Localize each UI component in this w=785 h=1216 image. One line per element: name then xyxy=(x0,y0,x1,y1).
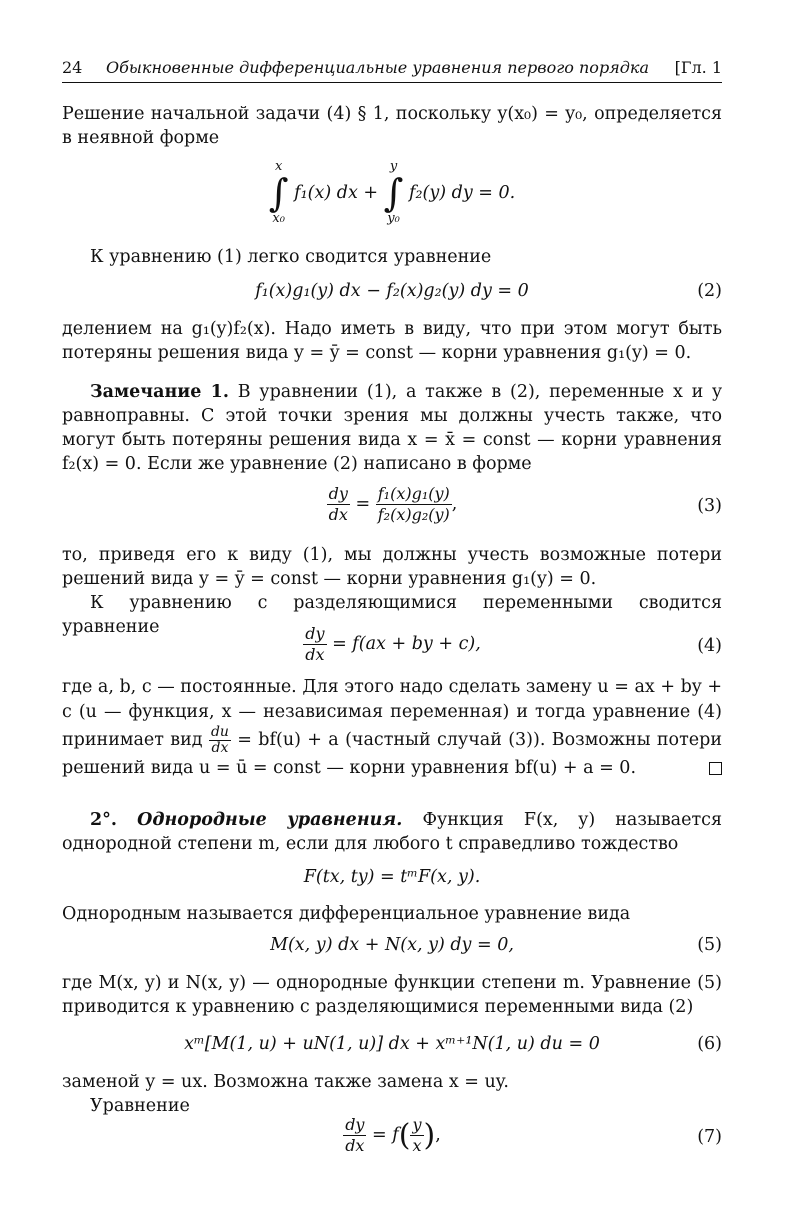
section-2: 2°. Однородные уравнения. Функция F(x, y) называется однородной степени m, если для любого t справедливо тождество xyxy=(62,810,722,854)
paragraph-9: Однородным называется дифференциальное уравнение вида xyxy=(62,904,631,924)
paragraph-3: делением на g₁(y)f₂(x). Надо иметь в виду, что при этом могут быть потеряны решения вида y = ȳ = const — корни уравнения g₁(y) = 0. xyxy=(62,319,722,363)
equation-homogeneous: F(tx, ty) = tᵐF(x, y). xyxy=(303,867,481,887)
equation-5: M(x, y) dx + N(x, y) dy = 0, (5) xyxy=(270,935,722,955)
end-of-remark-box xyxy=(709,762,722,775)
equation-7: $\frac{dy}{dx}$ = f( $\frac{y}{x}$ ), (7) xyxy=(345,1115,722,1155)
integral-1: x ∫ x₀ xyxy=(268,159,289,226)
equation-3: $\frac{dy}{dx}$ = $\frac{\text{f₁(x)g₁(y)}}{\text{f₂(x)g₂(y)}}$ , (3) xyxy=(328,484,722,524)
paragraph-6: К уравнению с разделяющимися переменными сводится уравнение xyxy=(62,593,722,637)
header-rule xyxy=(62,82,722,83)
running-title: Обыкновенные дифференциальные уравнения первого порядка xyxy=(106,58,650,77)
equation-6: xᵐ[M(1, u) + uN(1, u)] dx + xᵐ⁺¹N(1, u) du = 0 (6) xyxy=(184,1034,722,1054)
paragraph-10: где M(x, y) и N(x, y) — однородные функции степени m. Уравнение (5) приводится к уравнению с разделяющимися переменными вида (2) xyxy=(62,973,722,1017)
paragraph-5: то, приведя его к виду (1), мы должны учесть возможные потери решений вида y = ȳ = const — корни уравнения g₁(y) = 0. xyxy=(62,545,722,589)
chapter-label: [Гл. 1 xyxy=(674,58,722,77)
equation-4: $\frac{dy}{dx}$ = f(ax + by + c), (4) xyxy=(305,624,722,664)
page-number: 24 xyxy=(62,58,83,77)
paragraph-1: Решение начальной задачи (4) § 1, поскольку y(x₀) = y₀, определяется в неявной форме xyxy=(62,104,722,148)
equation-integral: x ∫ x₀ f₁(x) dx + y ∫ y₀ f₂(y) dy = 0. xyxy=(268,159,516,226)
paragraph-12: Уравнение xyxy=(90,1096,190,1116)
integral-2: y ∫ y₀ xyxy=(383,159,404,226)
equation-2: f₁(x)g₁(y) dx − f₂(x)g₂(y) dy = 0 (2) xyxy=(255,281,722,301)
remark-1: Замечание 1. В уравнении (1), а также в (2), переменные x и y равноправны. С этой точки зрения мы должны учесть также, что могут быть потеряны решения вида x = x̄ = const — корни уравнения f₂(x) = 0. Если же уравнение (2) написано в форме xyxy=(62,382,722,474)
remark-title: Замечание 1. xyxy=(90,382,229,402)
section-title: Однородные уравнения. xyxy=(137,810,403,830)
paragraph-11: заменой y = ux. Возможна также замена x = uy. xyxy=(62,1072,509,1092)
paragraph-7: где a, b, c — постоянные. Для этого надо сделать замену u = ax + by + c (u — функция, x — независимая переменная) и тогда уравнение (4) принимает вид $\frac{du}{dx}$ = bf(u) + a (частный случай (3)). Возможны потери решений вида u = ū = const — корни уравнения bf(u) + a = 0. xyxy=(62,677,722,778)
running-header xyxy=(62,58,722,82)
paragraph-2: К уравнению (1) легко сводится уравнение xyxy=(90,247,492,267)
